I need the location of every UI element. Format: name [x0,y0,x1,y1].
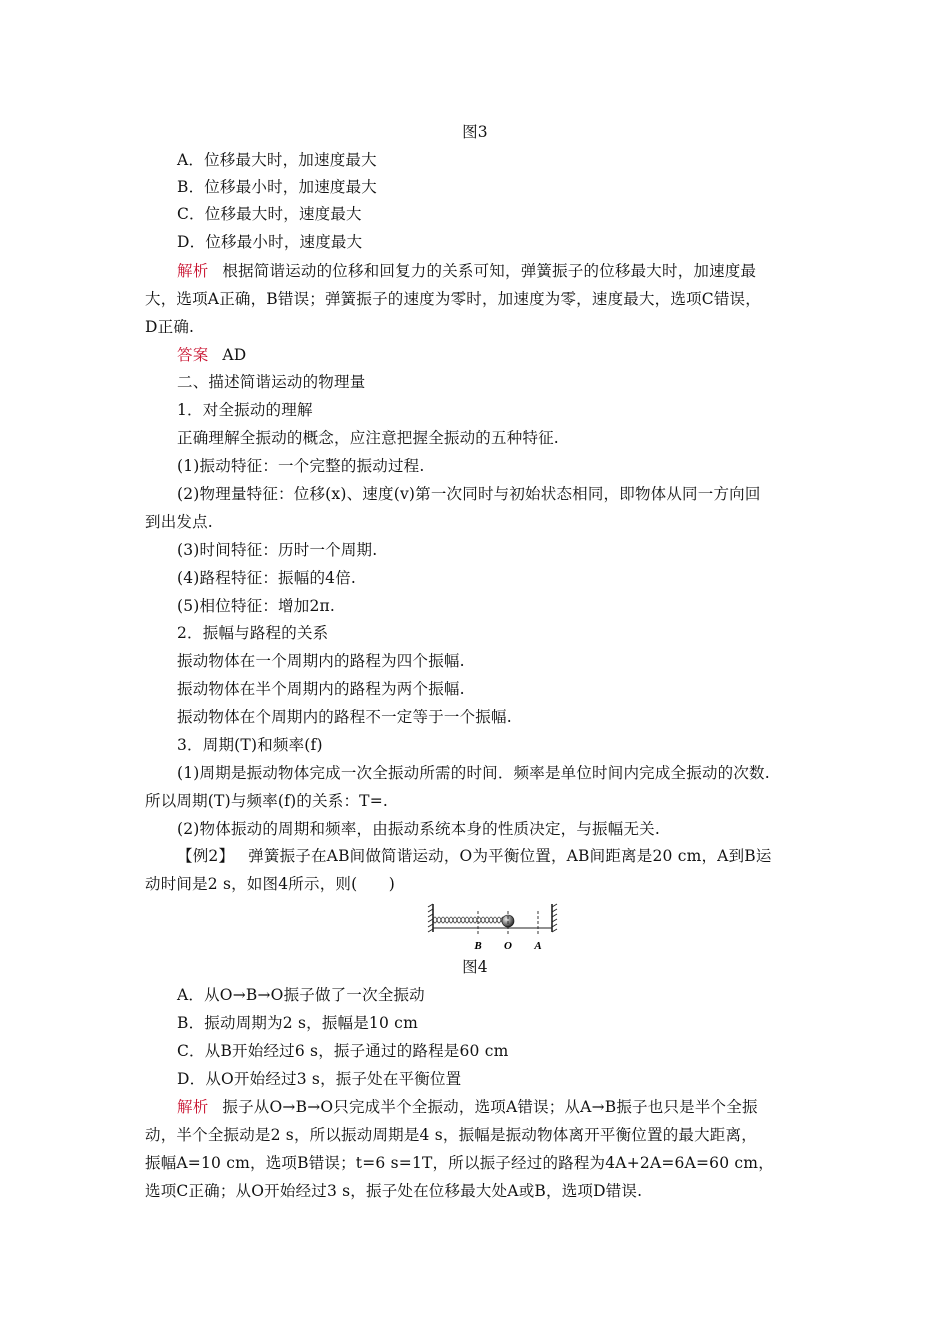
analysis-2-line-1 [177,1097,758,1117]
spring-coil [433,917,505,923]
answer-tag: 答案 [177,346,209,364]
paragraph: 振动物体在个周期内的路程不一定等于一个振幅. [177,708,512,726]
example-2-line-1 [177,846,772,866]
answer-1 [177,345,246,365]
q1-option-b: B．位移最小时，加速度最大 [177,178,377,196]
right-wall [552,904,557,932]
q1-option-c: C．位移最大时，速度最大 [177,205,362,223]
analysis-1-line-2: 大，选项A正确，B错误；弹簧振子的速度为零时，加速度为零，速度最大，选项C错误， [145,290,761,308]
paragraph: 所以周期(T)与频率(f)的关系：T=. [145,792,389,810]
analysis-2-line-2: 动，半个全振动是2 s，所以振动周期是4 s，振幅是振动物体离开平衡位置的最大距离， [145,1126,757,1144]
label-o: O [504,940,512,952]
label-a: A [534,940,542,952]
subsection-2-title: 2．振幅与路程的关系 [177,624,329,642]
analysis-1-line-1 [177,261,756,281]
figure-3-caption: 图3 [462,123,488,141]
figure-4-caption: 图4 [462,958,488,976]
paragraph: (4)路程特征：振幅的4倍. [177,569,357,587]
paragraph: (2)物理量特征：位移(x)、速度(v)第一次同时与初始状态相同，即物体从同一方向回 [177,485,761,503]
paragraph: (5)相位特征：增加2π. [177,597,336,615]
example-tag: 【例2】 [177,847,235,865]
analysis-2-line-4: 选项C正确；从O开始经过3 s，振子处在位移最大处A或B，选项D错误. [145,1182,643,1200]
spring-oscillator-figure [425,902,560,954]
paragraph: 振动物体在一个周期内的路程为四个振幅. [177,652,465,670]
analysis-1-line-3: D正确. [145,318,195,336]
subsection-3-title: 3．周期(T)和频率(f) [177,736,323,754]
example-2-line-2: 动时间是2 s，如图4所示，则( ) [145,875,395,893]
q2-option-c: C．从B开始经过6 s，振子通过的路程是60 cm [177,1042,509,1060]
example-text: 弹簧振子在AB间做简谐运动，O为平衡位置，AB间距离是20 cm，A到B运 [248,847,772,865]
paragraph: (1)振动特征：一个完整的振动过程. [177,457,425,475]
q1-option-d: D．位移最小时，速度最大 [177,233,363,251]
paragraph: 振动物体在半个周期内的路程为两个振幅. [177,680,465,698]
analysis-text: 振子从O→B→O只完成半个全振动，选项A错误；从A→B振子也只是半个全振 [222,1098,758,1116]
answer-value: AD [222,346,247,364]
q2-option-b: B．振动周期为2 s，振幅是10 cm [177,1014,418,1032]
section-2-title: 二、描述简谐运动的物理量 [177,373,366,391]
q2-option-a: A．从O→B→O振子做了一次全振动 [177,986,425,1004]
paragraph: (1)周期是振动物体完成一次全振动所需的时间．频率是单位时间内完成全振动的次数. [177,764,770,782]
paragraph: 到出发点. [145,513,213,531]
paragraph: (3)时间特征：历时一个周期. [177,541,378,559]
q2-option-d: D．从O开始经过3 s，振子处在平衡位置 [177,1070,462,1088]
paragraph: 正确理解全振动的概念，应注意把握全振动的五种特征. [177,429,559,447]
analysis-tag: 解析 [177,262,209,280]
analysis-2-line-3: 振幅A=10 cm，选项B错误；t=6 s=1T，所以振子经过的路程为4A+2A=6A=60 cm， [145,1154,774,1172]
left-wall [428,904,433,932]
q1-option-a: A．位移最大时，加速度最大 [177,151,377,169]
analysis-tag: 解析 [177,1098,209,1116]
subsection-1-title: 1．对全振动的理解 [177,401,313,419]
analysis-text: 根据简谐运动的位移和回复力的关系可知，弹簧振子的位移最大时，加速度最 [222,262,757,280]
label-b: B [474,940,482,952]
paragraph: (2)物体振动的周期和频率，由振动系统本身的性质决定，与振幅无关. [177,820,660,838]
